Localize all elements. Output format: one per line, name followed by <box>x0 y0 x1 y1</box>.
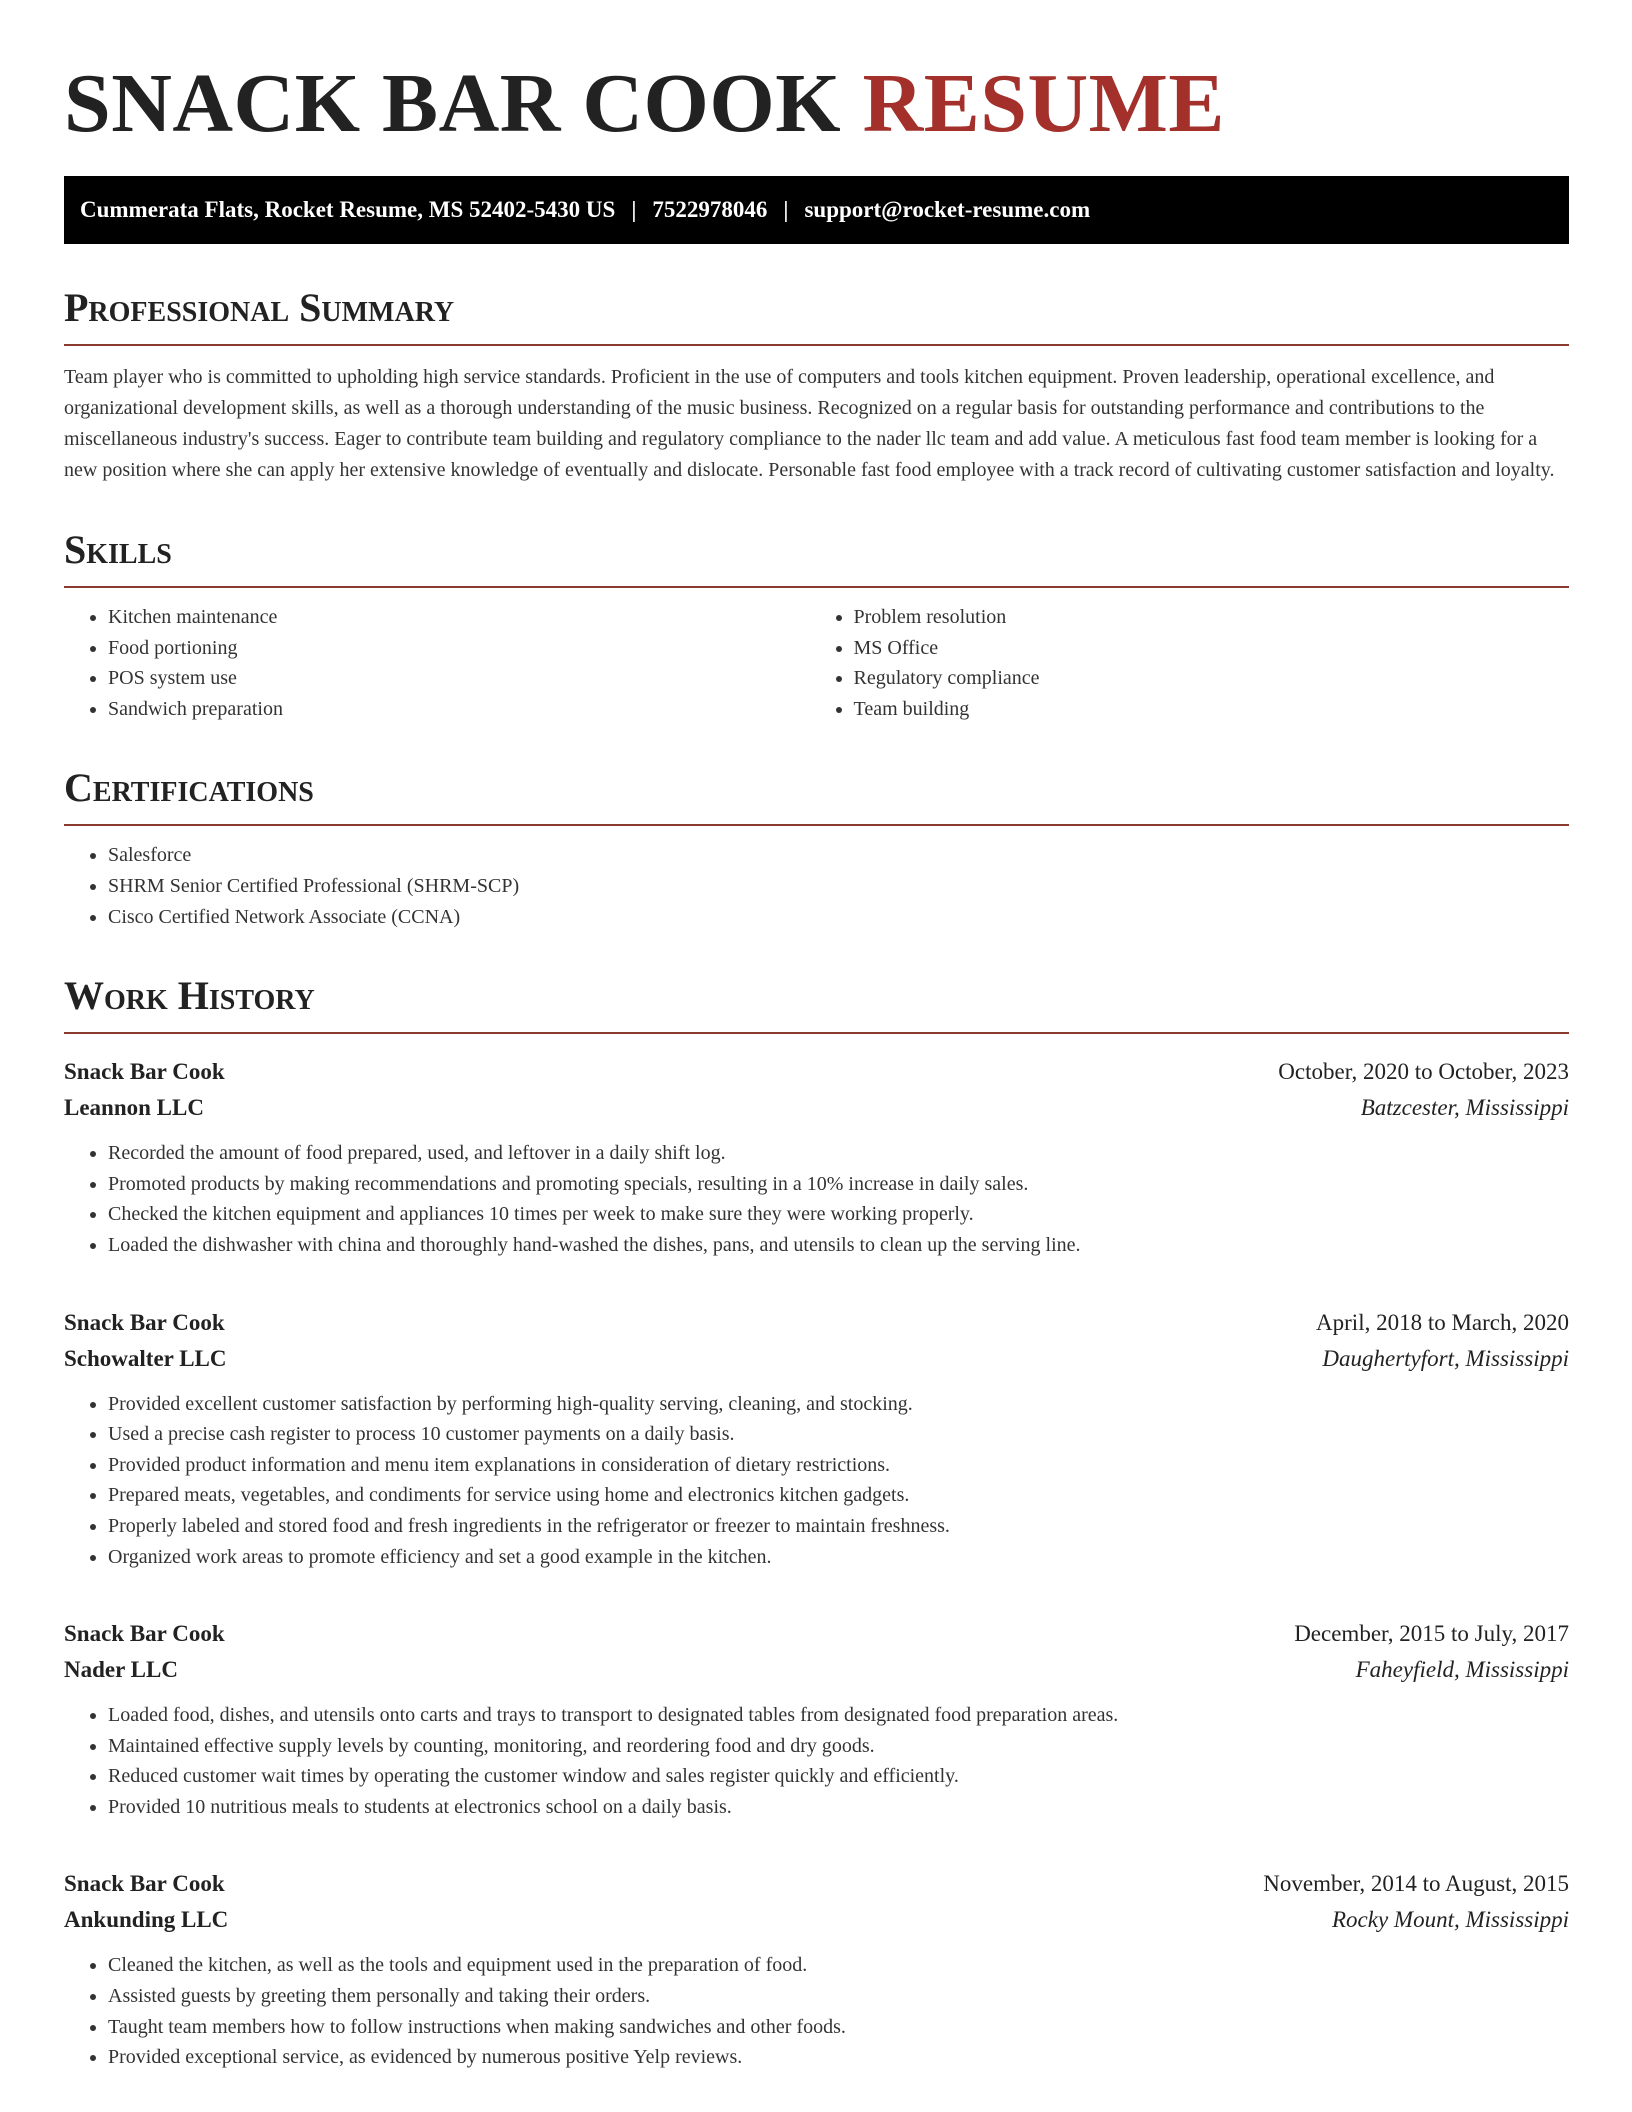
certification-item: • SHRM Senior Certified Professional (SHRM-SCP) <box>108 871 1569 902</box>
summary-section <box>64 284 1569 486</box>
skill-item: • Problem resolution <box>854 602 1570 633</box>
certifications-list <box>64 840 1569 932</box>
job-location: Daughertyfort, Mississippi <box>1322 1345 1569 1371</box>
job-bullets <box>64 1389 1569 1573</box>
contact-phone: 7522978046 <box>652 197 768 222</box>
contact-separator: | <box>631 197 637 222</box>
contact-email: support@rocket-resume.com <box>804 197 1091 222</box>
job-company: Nader LLC <box>64 1657 178 1683</box>
job-bullet: • Taught team members how to follow instructions when making sandwiches and other foods. <box>108 2012 1569 2043</box>
skill-item: • Sandwich preparation <box>108 694 817 725</box>
job-bullet: • Cleaned the kitchen, as well as the tools and equipment used in the preparation of food. <box>108 1950 1569 1981</box>
work-history-section <box>64 972 1569 2073</box>
section-heading-work-history: Work History <box>64 972 1569 1034</box>
job-bullets <box>64 1138 1569 1260</box>
job-bullet: • Provided exceptional service, as evidenced by numerous positive Yelp reviews. <box>108 2042 1569 2073</box>
job-bullets <box>64 1950 1569 2072</box>
skill-item: • Food portioning <box>108 633 817 664</box>
job-bullet: • Recorded the amount of food prepared, used, and leftover in a daily shift log. <box>108 1138 1569 1169</box>
job-entry <box>64 1054 1569 1260</box>
job-company-row <box>64 1902 1569 1938</box>
skills-list-right <box>817 602 1570 724</box>
contact-address: Cummerata Flats, Rocket Resume, MS 52402-5430 US <box>80 197 616 222</box>
contact-bar <box>64 176 1569 244</box>
job-bullet: • Provided 10 nutritious meals to students at electronics school on a daily basis. <box>108 1792 1569 1823</box>
job-header-row <box>64 1054 1569 1090</box>
job-company: Leannon LLC <box>64 1095 204 1121</box>
job-title: Snack Bar Cook <box>64 1059 225 1085</box>
job-bullet: • Assisted guests by greeting them personally and taking their orders. <box>108 1981 1569 2012</box>
job-entry <box>64 1866 1569 2072</box>
job-dates: October, 2020 to October, 2023 <box>1278 1059 1569 1085</box>
job-title: Snack Bar Cook <box>64 1309 225 1335</box>
skill-item: • Kitchen maintenance <box>108 602 817 633</box>
skills-grid <box>64 602 1569 724</box>
job-location: Rocky Mount, Mississippi <box>1332 1907 1569 1933</box>
section-heading-certifications: Certifications <box>64 764 1569 826</box>
job-company: Ankunding LLC <box>64 1907 229 1933</box>
skills-section <box>64 526 1569 724</box>
section-heading-skills: Skills <box>64 526 1569 588</box>
job-dates: November, 2014 to August, 2015 <box>1263 1871 1569 1897</box>
job-header-row <box>64 1616 1569 1652</box>
skill-item: • Team building <box>854 694 1570 725</box>
job-bullet: • Provided excellent customer satisfaction by performing high-quality serving, cleaning, and stocking. <box>108 1389 1569 1420</box>
job-company-row <box>64 1341 1569 1377</box>
contact-separator: | <box>783 197 789 222</box>
job-dates: December, 2015 to July, 2017 <box>1294 1621 1569 1647</box>
skills-list-left <box>64 602 817 724</box>
certification-item: • Cisco Certified Network Associate (CCNA) <box>108 902 1569 933</box>
job-header-row <box>64 1305 1569 1341</box>
job-company-row <box>64 1652 1569 1688</box>
skill-item: • MS Office <box>854 633 1570 664</box>
job-company-row <box>64 1090 1569 1126</box>
resume-title-main: SNACK BAR COOK <box>64 57 842 150</box>
section-heading-summary: Professional Summary <box>64 284 1569 346</box>
job-bullet: • Prepared meats, vegetables, and condiments for service using home and electronics kitchen gadgets. <box>108 1480 1569 1511</box>
job-location: Faheyfield, Mississippi <box>1355 1657 1569 1683</box>
job-entry <box>64 1305 1569 1573</box>
job-bullet: • Organized work areas to promote efficiency and set a good example in the kitchen. <box>108 1542 1569 1573</box>
job-bullets <box>64 1700 1569 1822</box>
job-entry <box>64 1616 1569 1822</box>
job-title: Snack Bar Cook <box>64 1621 225 1647</box>
summary-text: Team player who is committed to upholding high service standards. Proficient in the use of computers and tools kitchen equipment. Proven leadership, operational excellence, and organizational development skills, as well as a thorough understanding of the music business. Recognized on a regular basis for outstanding performance and contributions to the miscellaneous industry's success. Eager to contribute team building and regulatory compliance to the nader llc team and add value. A meticulous fast food team member is looking for a new position where she can apply her extensive knowledge of eventually and dislocate. Personable fast food employee with a track record of cultivating customer satisfaction and loyalty. <box>64 366 1555 481</box>
resume-title <box>64 56 1569 152</box>
skill-item: • POS system use <box>108 663 817 694</box>
job-bullet: • Reduced customer wait times by operating the customer window and sales register quickly and efficiently. <box>108 1761 1569 1792</box>
job-bullet: • Checked the kitchen equipment and appliances 10 times per week to make sure they were working properly. <box>108 1199 1569 1230</box>
job-bullet: • Used a precise cash register to process 10 customer payments on a daily basis. <box>108 1419 1569 1450</box>
job-company: Schowalter LLC <box>64 1345 227 1371</box>
job-header-row <box>64 1866 1569 1902</box>
job-bullet: • Provided product information and menu item explanations in consideration of dietary restrictions. <box>108 1450 1569 1481</box>
job-title: Snack Bar Cook <box>64 1871 225 1897</box>
job-bullet: • Properly labeled and stored food and fresh ingredients in the refrigerator or freezer to maintain freshness. <box>108 1511 1569 1542</box>
job-dates: April, 2018 to March, 2020 <box>1316 1309 1569 1335</box>
certification-item: • Salesforce <box>108 840 1569 871</box>
job-bullet: • Maintained effective supply levels by counting, monitoring, and reordering food and dry goods. <box>108 1731 1569 1762</box>
skill-item: • Regulatory compliance <box>854 663 1570 694</box>
job-bullet: • Loaded the dishwasher with china and thoroughly hand-washed the dishes, pans, and utensils to clean up the serving line. <box>108 1230 1569 1261</box>
job-location: Batzcester, Mississippi <box>1360 1095 1569 1121</box>
resume-title-accent: RESUME <box>862 57 1225 150</box>
job-bullet: • Promoted products by making recommendations and promoting specials, resulting in a 10% increase in daily sales. <box>108 1169 1569 1200</box>
certifications-section <box>64 764 1569 932</box>
job-bullet: • Loaded food, dishes, and utensils onto carts and trays to transport to designated tables from designated food preparation areas. <box>108 1700 1569 1731</box>
